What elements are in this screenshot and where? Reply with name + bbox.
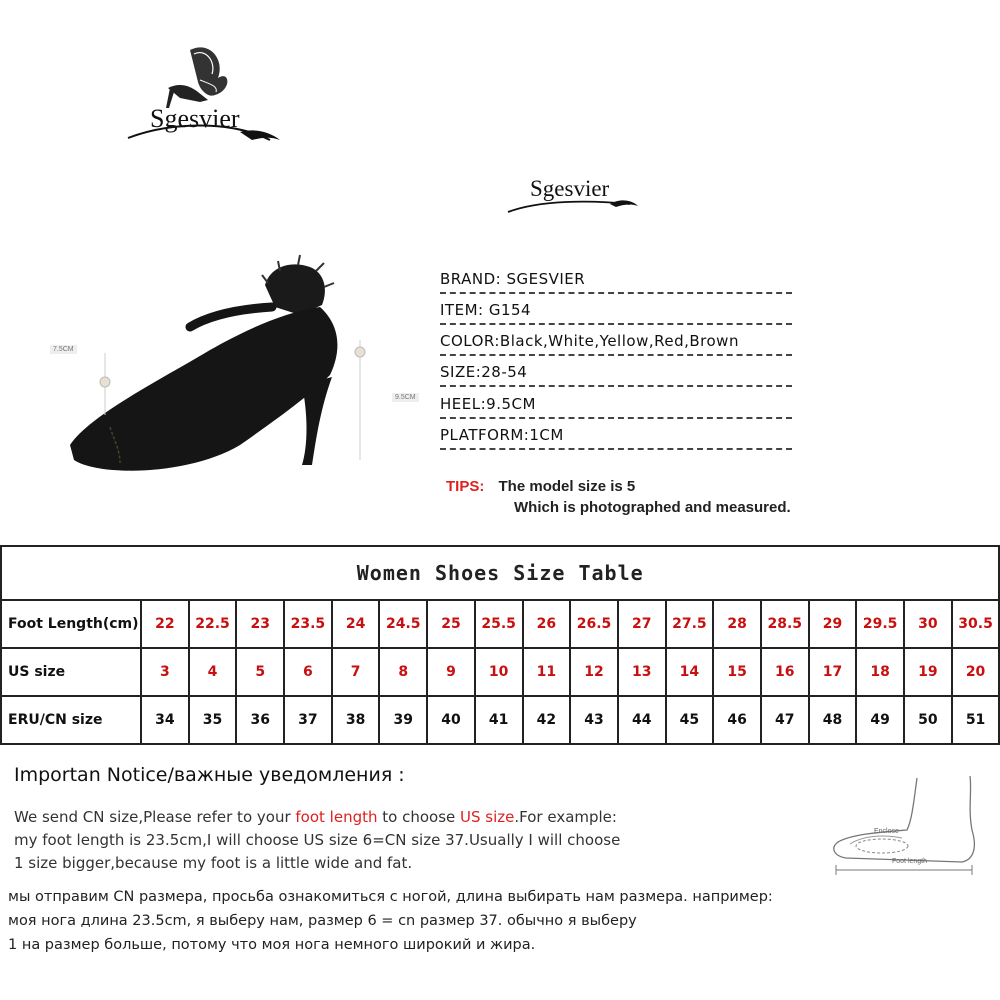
- table-cell: 45: [666, 696, 714, 744]
- table-cell: 34: [141, 696, 189, 744]
- tips-line-1: The model size is 5: [498, 478, 636, 495]
- size-table-title: Women Shoes Size Table: [1, 546, 999, 600]
- butterfly-heel-icon: [120, 40, 290, 160]
- table-cell: 7: [332, 648, 380, 696]
- table-cell: 28.5: [761, 600, 809, 648]
- table-row-foot-length: [1, 600, 999, 648]
- table-cell: 10: [475, 648, 523, 696]
- row-label: US size: [1, 648, 141, 696]
- table-row-eu-cn-size: [1, 696, 999, 744]
- table-cell: 27.5: [666, 600, 714, 648]
- heel-height-label: 9.5CM: [392, 393, 419, 402]
- table-cell: 4: [189, 648, 237, 696]
- table-cell: 22: [141, 600, 189, 648]
- table-cell: 22.5: [189, 600, 237, 648]
- notice-russian: [8, 885, 998, 957]
- brand-logo-center: [500, 170, 650, 220]
- table-cell: 44: [618, 696, 666, 744]
- notice-english: [14, 806, 814, 875]
- table-cell: 27: [618, 600, 666, 648]
- table-cell: 9: [427, 648, 475, 696]
- table-cell: 6: [284, 648, 332, 696]
- spec-size: SIZE:28-54: [440, 359, 792, 387]
- table-cell: 26.5: [570, 600, 618, 648]
- notice-en-line-3: 1 size bigger,because my foot is a little wide and fat.: [14, 854, 413, 872]
- table-cell: 38: [332, 696, 380, 744]
- table-cell: 25.5: [475, 600, 523, 648]
- table-cell: 19: [904, 648, 952, 696]
- notice-text: .For example:: [514, 808, 617, 826]
- notice-en-line-1: [14, 806, 814, 829]
- spec-heel: HEEL:9.5CM: [440, 391, 792, 419]
- shaft-height-label: 7.5CM: [50, 345, 77, 354]
- foot-measurement-diagram: [822, 770, 992, 880]
- brand-logo-text: Sgesvier: [150, 104, 240, 133]
- table-cell: 29: [809, 600, 857, 648]
- highlight-foot-length: foot length: [295, 808, 378, 826]
- table-cell: 37: [284, 696, 332, 744]
- table-cell: 16: [761, 648, 809, 696]
- table-cell: 26: [523, 600, 571, 648]
- table-cell: 23: [236, 600, 284, 648]
- table-cell: 15: [713, 648, 761, 696]
- table-cell: 8: [379, 648, 427, 696]
- table-cell: 48: [809, 696, 857, 744]
- brand-logo-top: [120, 40, 290, 160]
- table-cell: 14: [666, 648, 714, 696]
- table-cell: 28: [713, 600, 761, 648]
- table-cell: 39: [379, 696, 427, 744]
- highlight-us-size: US size: [460, 808, 515, 826]
- high-heel-shoe-icon: [40, 245, 440, 495]
- notice-ru-line-2: моя нога длина 23.5cm, я выберу нам, размер 6 = cn размер 37. обычно я выберу: [8, 913, 637, 929]
- spec-platform: PLATFORM:1CM: [440, 422, 792, 450]
- product-shoe-image: [40, 245, 440, 495]
- notice-title: Importan Notice/важные уведомления :: [14, 764, 405, 786]
- table-cell: 18: [856, 648, 904, 696]
- table-cell: 5: [236, 648, 284, 696]
- table-cell: 23.5: [284, 600, 332, 648]
- enclose-label: Enclose: [874, 828, 899, 835]
- notice-ru-line-3: 1 на размер больше, потому что моя нога немного широкий и жира.: [8, 937, 536, 953]
- table-cell: 3: [141, 648, 189, 696]
- tips-block: [446, 478, 791, 516]
- foot-length-label: Foot length: [892, 858, 928, 865]
- table-cell: 30: [904, 600, 952, 648]
- tips-line-2: Which is photographed and measured.: [514, 499, 791, 516]
- table-cell: 51: [952, 696, 1000, 744]
- table-cell: 17: [809, 648, 857, 696]
- table-cell: 11: [523, 648, 571, 696]
- notice-ru-line-1: мы отправим CN размера, просьба ознакомиться с ногой, длина выбирать нам размера. например:: [8, 889, 773, 905]
- table-cell: 41: [475, 696, 523, 744]
- table-cell: 12: [570, 648, 618, 696]
- table-cell: 13: [618, 648, 666, 696]
- spec-item: ITEM: G154: [440, 297, 792, 325]
- table-cell: 49: [856, 696, 904, 744]
- table-cell: 29.5: [856, 600, 904, 648]
- table-cell: 24: [332, 600, 380, 648]
- spec-brand: BRAND: SGESVIER: [440, 266, 792, 294]
- table-cell: 36: [236, 696, 284, 744]
- size-table: [0, 545, 1000, 745]
- spec-color: COLOR:Black,White,Yellow,Red,Brown: [440, 328, 792, 356]
- table-cell: 43: [570, 696, 618, 744]
- notice-en-line-2: my foot length is 23.5cm,I will choose US size 6=CN size 37.Usually I will choose: [14, 831, 621, 849]
- brand-logo-center-text: Sgesvier: [530, 176, 610, 201]
- tips-label: TIPS:: [446, 478, 485, 495]
- notice-text: We send CN size,Please refer to your: [14, 808, 296, 826]
- table-cell: 47: [761, 696, 809, 744]
- row-label: Foot Length(cm): [1, 600, 141, 648]
- notice-text: to choose: [377, 808, 461, 826]
- table-cell: 42: [523, 696, 571, 744]
- table-cell: 24.5: [379, 600, 427, 648]
- table-cell: 35: [189, 696, 237, 744]
- table-row-us-size: [1, 648, 999, 696]
- table-cell: 40: [427, 696, 475, 744]
- table-cell: 46: [713, 696, 761, 744]
- row-label: ERU/CN size: [1, 696, 141, 744]
- table-cell: 30.5: [952, 600, 1000, 648]
- table-cell: 50: [904, 696, 952, 744]
- table-cell: 20: [952, 648, 1000, 696]
- table-cell: 25: [427, 600, 475, 648]
